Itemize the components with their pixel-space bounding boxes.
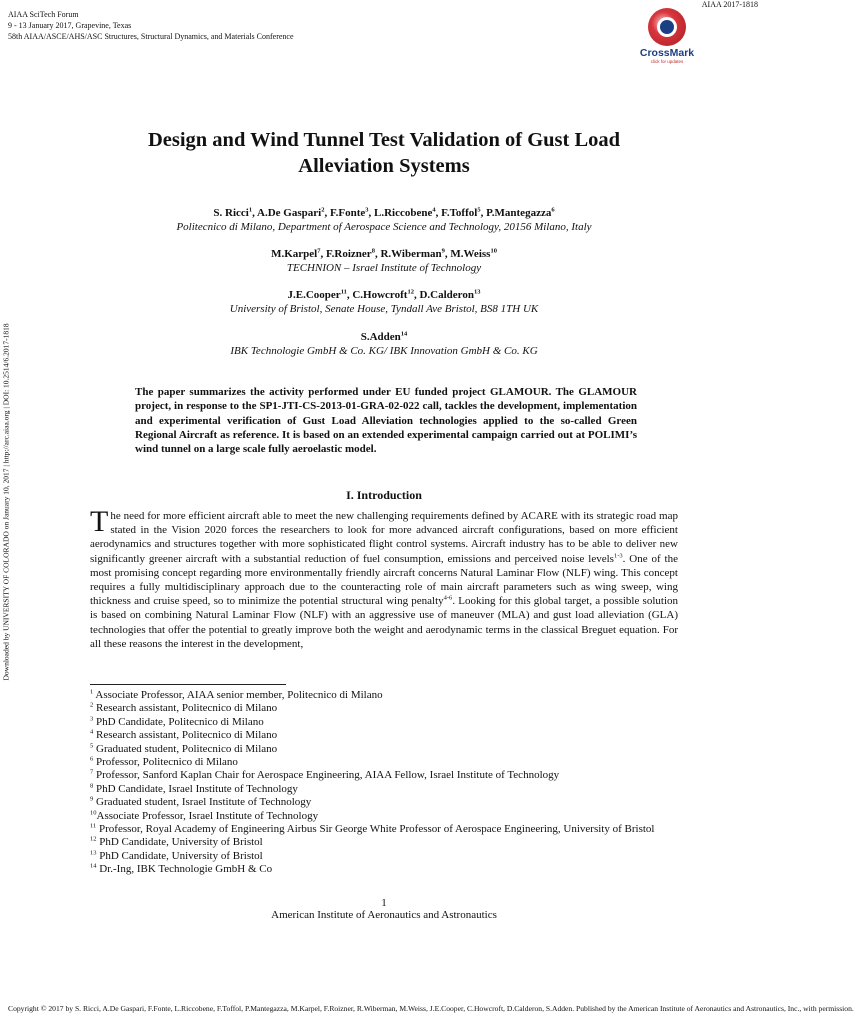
author-sup: 6 (551, 206, 555, 214)
author-group-polimi (80, 206, 688, 234)
citation-ref: 4-6 (443, 594, 453, 602)
author-affiliation: IBK Technologie GmbH & Co. KG/ IBK Innovation GmbH & Co. KG (230, 345, 538, 357)
conference-line: AIAA SciTech Forum (8, 10, 79, 19)
paper-id: AIAA 2017-1818 (701, 0, 758, 9)
author-sup: 9 (441, 247, 445, 255)
footnote: $^8$ PhD Candidate, Israel Institute of Technology (90, 782, 298, 795)
author-sup: 4 (432, 206, 436, 214)
author-affiliation: Politecnico di Milano, Department of Aerospace Science and Technology, 20156 Milano, Italy (176, 221, 592, 233)
dropcap: T (90, 505, 109, 538)
conference-line: 58th AIAA/ASCE/AHS/ASC Structures, Structural Dynamics, and Materials Conference (8, 32, 294, 41)
author-sup: 8 (371, 247, 375, 255)
author-sup: 1 (248, 206, 253, 214)
crossmark-label: CrossMark (639, 47, 695, 59)
intro-text: he need for more efficient aircraft able to meet the new challenging requirements defined by ACARE with its strategic road map stated in the Vision 2020 forces the researchers to look for more advanced aircraft configurations, based on more efficient aerodynamics and structures together with more sophisticated flight control systems. Aircraft industry has to be able to deliver new significantly greener aircraft with a substantial reduction of fuel consumption, emissions and perceived noise levels (90, 510, 678, 565)
author-affiliation: TECHNION – Israel Institute of Technology (286, 262, 482, 274)
section-heading: I. Introduction (346, 488, 422, 502)
author-sup: 10 (490, 247, 497, 255)
citation-ref: 1-3 (613, 551, 623, 559)
author-sup: 12 (407, 288, 414, 296)
author-name: A.De Gaspari (257, 207, 322, 219)
author-names (80, 330, 688, 344)
conference-line: 9 - 13 January 2017, Grapevine, Texas (8, 21, 132, 30)
author-sup: 13 (473, 288, 481, 296)
author-sup: 5 (477, 206, 481, 214)
title-line: Alleviation Systems (298, 155, 470, 177)
author-name: F.Roizner (325, 248, 372, 260)
footnote-rule (90, 684, 286, 685)
footnote: $^4$ Research assistant, Politecnico di Milano (90, 728, 278, 742)
author-name: L.Riccobene (374, 207, 433, 219)
author-name: C.Howcroft (352, 289, 408, 301)
abstract: The paper summarizes the activity performed under EU funded project GLAMOUR. The GLAMOUR project, in response to the SP1-JTI-CS-2013-01-GRA-02-022 call, tackles the development, implementation and experimental verification of Gust Load Alleviation technologies applied to the so-called Green Regional Aircraft as reference. It is based on an extended experimental campaign carried out at POLIMI’s wind tunnel on a large scale fully aeroelastic model. (135, 386, 637, 456)
footnote: $^{10}$Associate Professor, Israel Institute of Technology (90, 809, 319, 822)
page-number: 1 (381, 897, 387, 909)
author-name: S.Adden (360, 331, 401, 343)
footnote: $^1$ Associate Professor, AIAA senior member, Politecnico di Milano (90, 688, 383, 701)
footnote: $^{11}$ Professor, Royal Academy of Engineering Airbus Sir George White Professor of Aerospace Engineering, University of Bristol (90, 822, 655, 836)
author-names: J.E.Cooper$^{11}$, C.Howcroft$^{12}$, D.Calderon$^{13}$ (287, 288, 481, 301)
intro-paragraph (90, 505, 679, 651)
author-name: M.Karpel (271, 248, 318, 260)
author-sup: 2 (321, 206, 325, 214)
footnote: $^9$ Graduated student, Israel Institute of Technology (90, 795, 312, 809)
paper-title (80, 127, 688, 179)
intro-text: . One of the most promising concept regarding more environmentally friendly aircraft concerns Natural Laminar Flow (NLF) wing. This concept requires a fully multidisciplinary approach due to the counteracting role of main aircraft parameters such as wing sweep, wing thickness and cruise speed, so to minimize the potential structural wing penalty (90, 552, 678, 608)
title-line: Design and Wind Tunnel Test Validation of Gust Load (147, 129, 621, 151)
author-name: F.Fonte (329, 207, 366, 219)
author-affiliation: University of Bristol, Senate House, Tyndall Ave Bristol, BS8 1TH UK (229, 303, 539, 315)
author-name: J.E.Cooper (287, 289, 341, 301)
download-sidebar: Downloaded by UNIVERSITY OF COLORADO on January 10, 2017 | http://arc.aiaa.org | DOI: 10.2514/6.2017-1818 (1, 323, 11, 681)
intro-text: . Looking for this global target, a possible solution is based on combining Natural Laminar Flow (NLF) with an aggressive use of maneuver (MLA) and gust load alleviation (GLA) technologies that offer the potential to greatly improve both the weight and aerodynamic terms in the classical Breguet equation. For all these reasons the interest in the development, (90, 595, 679, 650)
crossmark-sub: click for updates (650, 59, 684, 64)
author-sup: 14 (400, 330, 408, 338)
author-name: M.Weiss (450, 248, 491, 260)
footnote: $^7$ Professor, Sanford Kaplan Chair for Aerospace Engineering, AIAA Fellow, Israel Institute of Technology (90, 768, 560, 782)
footnote: $^6$ Professor, Politecnico di Milano (90, 755, 238, 769)
author-group-technion (80, 247, 688, 275)
footnote: $^5$ Graduated student, Politecnico di Milano (90, 741, 278, 755)
author-group-bristol (80, 288, 688, 316)
author-names: S. Ricci$^1$, A.De Gaspari$^2$, F.Fonte$^3$, L.Riccobene$^4$, F.Toffol$^5$, P.Mantegazza$^6$ (213, 206, 555, 219)
author-group-ibk (80, 330, 688, 358)
crossmark-icon (648, 8, 686, 46)
author-sup: 7 (317, 247, 321, 255)
author-name: D.Calderon (419, 289, 474, 301)
author-name: P.Mantegazza (486, 207, 552, 219)
footnote: $^{12}$ PhD Candidate, University of Bristol (90, 835, 263, 849)
footnotes (90, 689, 678, 877)
footnote: $^3$ PhD Candidate, Politecnico di Milano (90, 715, 264, 728)
author-names: M.Karpel$^7$, F.Roizner$^8$, R.Wiberman$^9$, M.Weiss$^{10}$ (271, 247, 497, 260)
author-name: S. Ricci (213, 207, 249, 219)
author-name: F.Toffol (441, 207, 478, 219)
author-name: R.Wiberman (380, 248, 442, 260)
footnote: $^2$ Research assistant, Politecnico di Milano (90, 701, 278, 715)
copyright-notice: Copyright © 2017 by S. Ricci, A.De Gaspari, F.Fonte, L.Riccobene, F.Toffol, P.Mantegazza, M.Karpel, F.Roizner, R.Wiberman, M.Weiss, J.E.Cooper, C.Howcroft, D.Calderon, S.Adden. Published by the American Institute of Aeronautics and Astronautics, Inc., with permission. (8, 1004, 854, 1013)
crossmark-button[interactable] (636, 8, 698, 65)
author-sup: 11 (340, 288, 347, 296)
author-sup: 3 (365, 206, 369, 214)
conference-info (8, 9, 294, 42)
publisher-name: American Institute of Aeronautics and Astronautics (271, 909, 497, 921)
footnote: $^{14}$ Dr.-Ing, IBK Technologie GmbH & Co (90, 862, 273, 876)
footnote: $^{13}$ PhD Candidate, University of Bristol (90, 849, 263, 862)
